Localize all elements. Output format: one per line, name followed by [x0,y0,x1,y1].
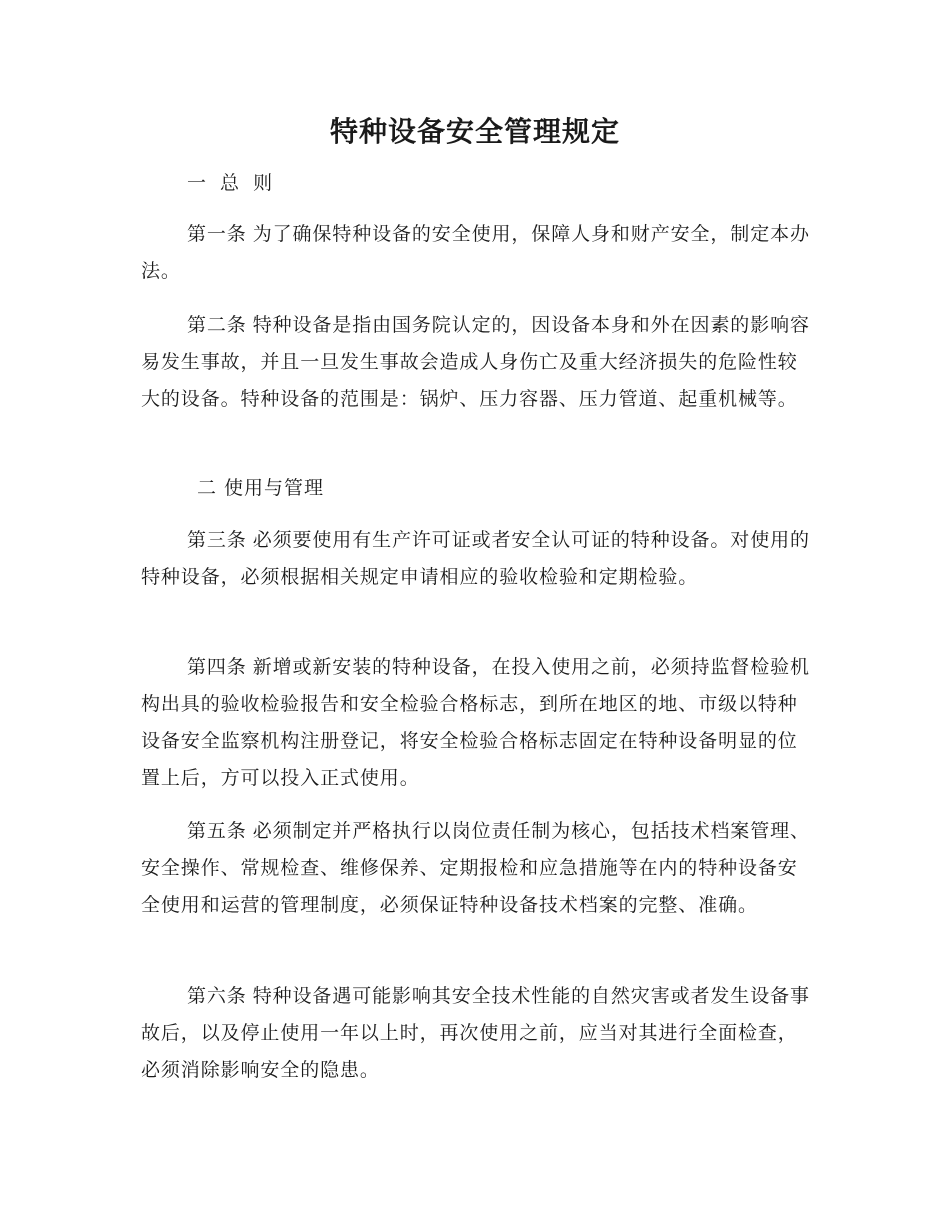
article-1 [141,216,811,290]
section-heading-general: 一 总 则 [187,172,274,194]
article-text: 为了确保特种设备的安全使用，保障人身和财产安全，制定本办法。 [141,223,810,282]
document-title: 特种设备安全管理规定 [329,115,620,148]
article-2 [141,307,811,418]
article-text: 必须制定并严格执行以岗位责任制为核心，包括技术档案管理、安全操作、常规检查、维修保养、定期报检和应急措施等在内的特种设备安全使用和运营的管理制度，必须保证特种设备技术档案的完整、准确。 [141,820,810,916]
article-number: 第二条 [187,314,247,336]
article-6 [141,978,811,1089]
article-text: 特种设备是指由国务院认定的，因设备本身和外在因素的影响容易发生事故，并且一旦发生事故会造成人身伤亡及重大经济损失的危险性较大的设备。特种设备的范围是：锅炉、压力容器、压力管道、起重机械等。 [141,314,810,410]
article-text: 新增或新安装的特种设备，在投入使用之前，必须持监督检验机构出具的验收检验报告和安全检验合格标志，到所在地区的地、市级以特种设备安全监察机构注册登记，将安全检验合格标志固定在特种设备明显的位置上后，方可以投入正式使用。 [141,656,810,789]
article-text: 特种设备遇可能影响其安全技术性能的自然灾害或者发生设备事故后，以及停止使用一年以上时，再次使用之前，应当对其进行全面检查，必须消除影响安全的隐患。 [141,985,810,1081]
section-heading-usage: 二 使用与管理 [197,477,325,499]
article-text: 必须要使用有生产许可证或者安全认可证的特种设备。对使用的特种设备，必须根据相关规定申请相应的验收检验和定期检验。 [141,529,810,588]
article-number: 第一条 [187,223,247,245]
article-3 [141,522,811,596]
article-number: 第三条 [187,529,247,551]
article-number: 第六条 [187,985,247,1007]
article-number: 第四条 [187,656,247,678]
article-5 [141,813,811,924]
article-4 [141,649,811,797]
article-number: 第五条 [187,820,247,842]
